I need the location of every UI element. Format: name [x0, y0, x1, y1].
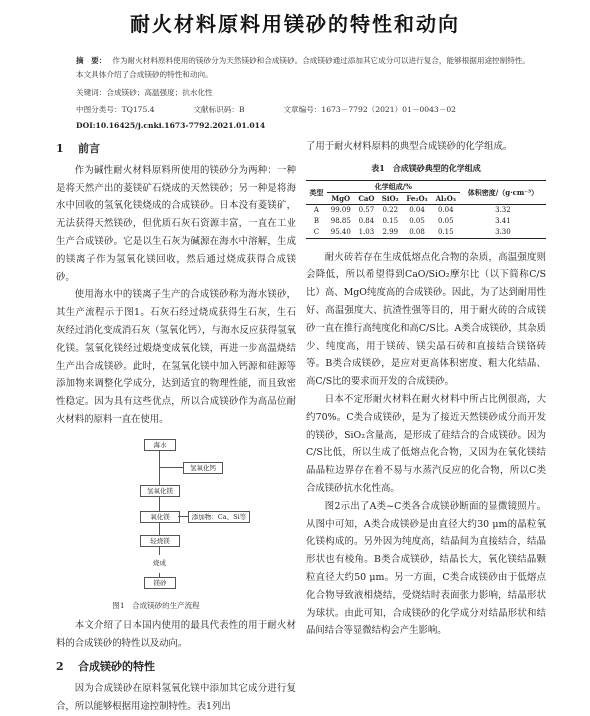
table-cell: 3.41	[495, 216, 511, 225]
table-cell: B	[313, 216, 319, 225]
table-header-fe2o3: Fe₂O₃	[402, 192, 431, 204]
flow-connector	[159, 451, 160, 485]
table-header-al2o3: Al₂O₃	[432, 192, 460, 204]
table-cell: 1.03	[355, 227, 378, 239]
section-1-number: 1	[56, 142, 64, 155]
table-header-cao: CaO	[355, 192, 378, 204]
flow-box-additives: 添加物：Ca、Si等	[188, 511, 250, 523]
table-cell: 0.05	[437, 216, 454, 225]
right-column	[306, 138, 546, 640]
article-label: 文章编号：	[283, 105, 322, 114]
table-cell: 98.85	[330, 216, 351, 225]
section-2-heading	[56, 658, 296, 676]
flow-box-magnesium-hydroxide: 氢氧化镁	[140, 485, 180, 497]
doc-code-label: 文献标识码：	[193, 105, 239, 114]
section-2-title: 合成镁砂的特性	[78, 660, 155, 674]
table-cell: 0.22	[382, 205, 399, 214]
flow-connector	[159, 497, 160, 511]
paper-title: 耐火材料原料用镁砂的特性和动向	[130, 12, 460, 36]
abstract-label: 摘 要：	[76, 56, 107, 65]
flow-connector	[159, 523, 160, 535]
table-cell: 0.84	[358, 216, 375, 225]
doc-code-value: B	[239, 105, 245, 114]
table-cell: 95.40	[327, 227, 355, 239]
table-cell: 99.09	[330, 205, 351, 214]
paragraph: 了用于耐火材料原料的典型合成镁砂的化学组成。	[306, 141, 513, 152]
table-header-type: 类型	[306, 180, 327, 204]
table-header-mgo: MgO	[327, 192, 355, 204]
paragraph: 耐火砖若存在生成低熔点化合物的杂质，高温强度则会降低，所以希望得到CaO/SiO₂摩尔比（以下简称C/S比）高、MgO纯度高的合成镁砂。因此，为了达到耐用性好、高温强度大、抗渣性强等目的，用于耐火砖的合成镁砂一直在推行高纯度化和高C/S比。A类合成镁砂，其杂质少、纯度高，用于镁砖、镁尖晶石砖和直接结合镁铬砖等。B类合成镁砂，是应对更高体积密度、粗大化结晶、高C/S比的要求而开发的合成镁砂。	[306, 251, 546, 388]
flow-box-magnesia: 镁砂	[144, 577, 176, 589]
section-1-heading	[56, 140, 296, 158]
table-cell: 0.04	[409, 205, 425, 214]
table-row	[306, 204, 546, 216]
table-row	[306, 216, 546, 227]
keywords-text: 合成镁砂；高温强度；抗水化性	[106, 88, 213, 97]
flow-label-firing: 烧成	[152, 555, 167, 573]
section-1-title: 前言	[78, 142, 100, 155]
clc-value: TQ175.4	[121, 105, 155, 114]
abstract	[76, 54, 536, 82]
flow-box-magnesium-oxide: 氧化镁	[140, 511, 180, 523]
paragraph: 作为碱性耐火材料原料所使用的镁砂分为两种：一种是将天然产出的菱镁矿石烧成的天然镁砂；另一种是将海水中回收的氢氧化镁烧成的合成镁砂。日本没有菱镁矿，无法获得天然镁砂，但优质石灰石资源丰富，一直在工业生产合成镁砂。它是以生石灰为碱源在海水中溶解，生成的镁离子作为氢氧化镁回收，然后通过烧成获得合成镁砂。	[56, 164, 296, 283]
table-header-sio2: SiO₂	[378, 192, 402, 204]
table-cell: 0.04	[437, 205, 454, 214]
paragraph: 日本不定形耐火材料在耐火材料中所占比例很高，大约70%。C类合成镁砂，是为了接近天然镁砂成分而开发的镁砂，SiO₂含量高，是形成了硅结合的合成镁砂。因为C/S比低，所以生成了低熔点化合物，又因为在氧化镁结晶晶粒边界存在着不易与水蒸汽反应的化合物，所以C类合成镁砂抗水化性高。	[306, 393, 546, 494]
table-cell: C	[306, 227, 327, 239]
flow-connector	[159, 467, 183, 468]
table-cell: 0.15	[382, 216, 399, 225]
table-1	[306, 180, 546, 239]
table-1-caption: 表1 合成镁砂典型的化学组成	[371, 162, 481, 173]
figure-1-flowchart	[56, 437, 296, 617]
table-cell: 0.57	[358, 205, 375, 214]
table-cell: 0.08	[402, 227, 431, 239]
keywords-label: 关键词：	[76, 88, 107, 97]
paragraph: 本文介绍了日本国内使用的最具代表性的用于耐火材料的合成镁砂的特性以及动向。	[56, 619, 296, 649]
clc-label: 中图分类号：	[76, 105, 122, 114]
abstract-text: 作为耐火材料原料使用的镁砂分为天然镁砂和合成镁砂。合成镁砂通过添加其它成分可以进行复合，能够根据用途控制特性。本文具体介绍了合成镁砂的特性和动向。	[76, 56, 531, 79]
left-column	[56, 138, 296, 716]
classification-line	[76, 104, 546, 115]
doi: DOI:10.16425/j.cnki.1673-7792.2021.01.014	[76, 121, 266, 130]
table-cell: 0.05	[409, 216, 425, 225]
table-cell: 0.15	[432, 227, 460, 239]
flow-box-seawater: 海水	[144, 439, 176, 451]
flow-connector	[178, 516, 188, 517]
table-header-density: 体积密度/（g·cm⁻³）	[460, 180, 546, 204]
paragraph: 因为合成镁砂在原料氢氧化镁中添加其它成分进行复合，所以能够根据用途控制特性。表1列出	[56, 683, 296, 712]
table-cell: 3.30	[460, 227, 546, 239]
section-2-number: 2	[56, 660, 64, 674]
paragraph: 图2示出了A类~C类各合成镁砂断面的显微镜照片。从图中可知，A类合成镁砂是由直径大约30 μm的晶粒氧化镁构成的。另外因为纯度高，结晶间为直接结合，结晶形状也有棱角。B类合成镁砂，结晶长大，氧化镁结晶颗粒直径大约50 μm。另一方面，C类合成镁砂由于低熔点化合物导致液相烧结，受烧结时表面张力影响，结晶形状为球状。由此可知，合成镁砂的化学成分对结晶形状和结晶间结合等显微结构会产生影响。	[306, 500, 546, 637]
table-row	[306, 227, 546, 239]
table-cell: 2.99	[378, 227, 402, 239]
table-cell: A	[313, 205, 319, 214]
flow-box-calcium-hydroxide: 氢氧化钙	[183, 462, 223, 474]
article-value: 1673－7792（2021）01－0043－02	[321, 105, 457, 114]
figure-1-caption: 图1 合成镁砂的生产流程	[112, 600, 200, 610]
keywords	[76, 87, 213, 98]
paragraph: 使用海水中的镁离子生产的合成镁砂称为海水镁砂，其生产流程示于图1。石灰石经过烧成获得生石灰，生石灰经过消化变成消石灰（氢氧化钙），与海水反应获得氢氧化镁。氢氧化镁经过煅烧变成氧化镁，再进一步高温烧结生产出合成镁砂。此时，在氢氧化镁中加入钙源和硅源等添加物来调整化学成分，达到适宜的物理性能，而且致密性稳定。因为具有这些优点，所以合成镁砂作为高品位耐火材料的原料一直在使用。	[56, 289, 296, 425]
flow-box-light-burned-magnesia: 轻烧镁	[140, 535, 180, 547]
table-cell: 3.32	[495, 205, 511, 214]
table-header-chemistry: 化学组成/%	[327, 180, 460, 192]
